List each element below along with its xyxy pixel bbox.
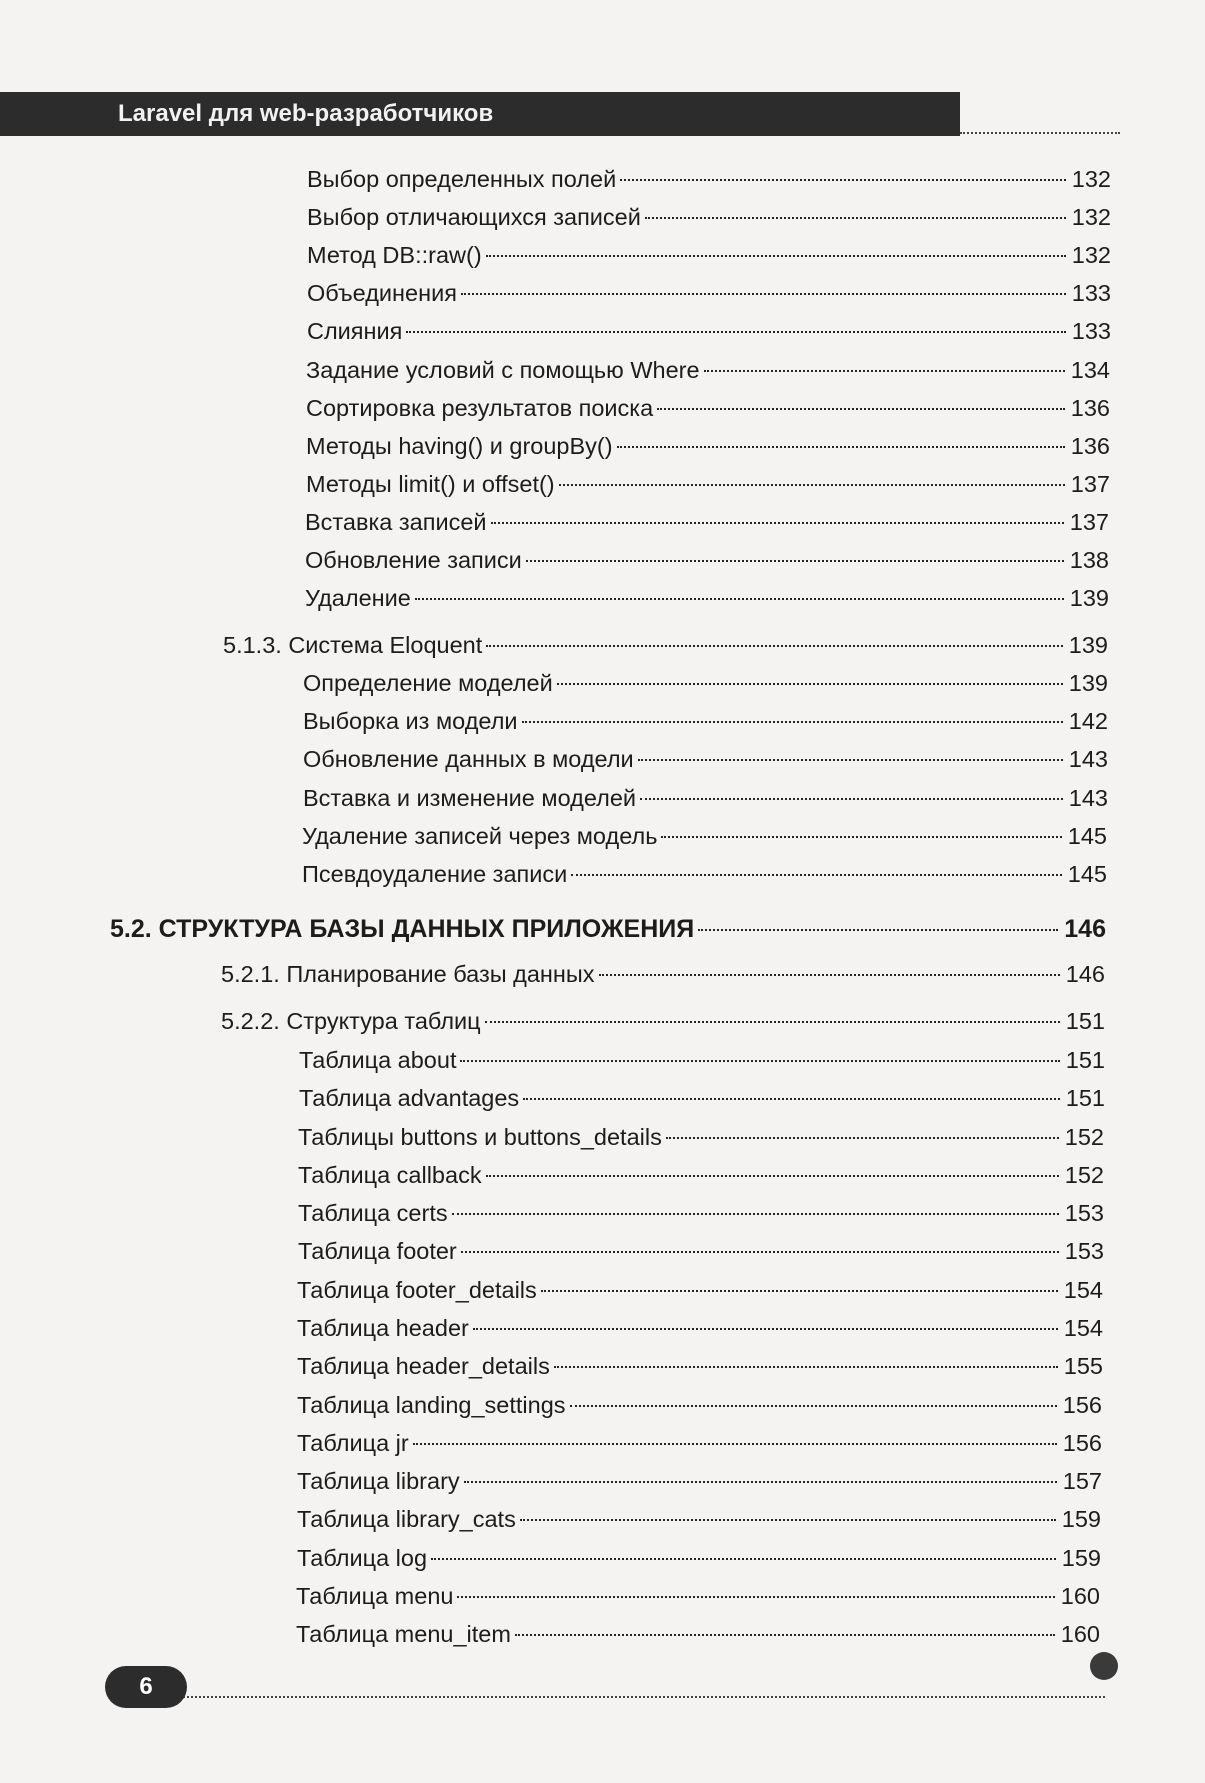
toc-entry-title: Методы having() и groupBy() xyxy=(306,433,613,459)
toc-entry-page: 146 xyxy=(1064,915,1106,943)
toc-entry-page: 151 xyxy=(1065,1008,1105,1034)
dot-leader xyxy=(473,1328,1058,1330)
dot-leader xyxy=(515,1634,1055,1636)
toc-entry-title: Вставка и изменение моделей xyxy=(303,785,637,811)
toc-entry-title: Таблица certs xyxy=(298,1200,448,1226)
dot-leader xyxy=(485,1021,1060,1023)
toc-entry-page: 151 xyxy=(1065,1085,1105,1111)
dot-leader xyxy=(457,1596,1054,1598)
toc-entry xyxy=(306,468,1110,500)
toc-entry xyxy=(307,315,1111,347)
page-number-badge xyxy=(105,1666,187,1708)
toc-entry-title: 5.2. СТРУКТУРА БАЗЫ ДАННЫХ ПРИЛОЖЕНИЯ xyxy=(110,915,695,943)
dot-leader xyxy=(491,522,1064,524)
dot-leader xyxy=(541,1290,1058,1292)
footer-dotted-rule xyxy=(180,1696,1105,1698)
toc-entry xyxy=(299,1082,1105,1114)
toc-entry xyxy=(296,1618,1100,1650)
dot-leader xyxy=(657,408,1065,410)
toc-entry-title: Таблица footer xyxy=(298,1238,457,1264)
dot-leader xyxy=(526,560,1064,562)
dot-leader xyxy=(599,974,1060,976)
toc-entry xyxy=(303,705,1108,737)
toc-entry xyxy=(305,582,1109,614)
toc-entry-title: Таблица library_cats xyxy=(297,1506,516,1532)
dot-leader xyxy=(486,255,1066,257)
dot-leader xyxy=(640,798,1063,800)
toc-entry xyxy=(307,201,1111,233)
dot-leader xyxy=(617,446,1065,448)
toc-entry-title: Таблица menu xyxy=(296,1583,454,1609)
dot-leader xyxy=(486,1175,1059,1177)
toc-entry xyxy=(297,1312,1103,1344)
toc-entry xyxy=(307,163,1111,195)
dot-leader xyxy=(415,598,1064,600)
toc-entry-page: 145 xyxy=(1067,823,1107,849)
toc-entry-page: 151 xyxy=(1065,1047,1105,1073)
toc-entry xyxy=(297,1542,1101,1574)
dot-leader xyxy=(557,683,1063,685)
dot-leader xyxy=(666,1137,1059,1139)
dot-leader xyxy=(522,721,1063,723)
toc-entry-title: Таблица advantages xyxy=(299,1085,520,1111)
toc-entry-page: 138 xyxy=(1069,547,1109,573)
toc-entry xyxy=(298,1197,1104,1229)
toc-entry xyxy=(302,820,1107,852)
dot-leader xyxy=(698,929,1058,931)
toc-entry-page: 146 xyxy=(1065,961,1105,987)
toc-entry-title: Таблица jr xyxy=(297,1430,409,1456)
toc-entry-page: 136 xyxy=(1070,395,1110,421)
toc-entry-page: 139 xyxy=(1069,585,1109,611)
toc-entry-title: Таблица menu_item xyxy=(296,1621,511,1647)
toc-entry xyxy=(303,782,1108,814)
toc-entry-page: 157 xyxy=(1062,1468,1102,1494)
toc-entry xyxy=(307,277,1111,309)
toc-entry-page: 153 xyxy=(1064,1238,1104,1264)
toc-entry-title: Выбор определенных полей xyxy=(307,166,617,192)
toc-entry-title: Сортировка результатов поиска xyxy=(306,395,654,421)
toc-entry-title: Удаление xyxy=(305,585,411,611)
toc-entry-title: Задание условий с помощью Where xyxy=(306,357,700,383)
toc-entry-title: Таблица footer_details xyxy=(297,1277,537,1303)
toc-entry-title: Методы limit() и offset() xyxy=(306,471,555,497)
toc-entry-title: Удаление записей через модель xyxy=(302,823,658,849)
dot-leader xyxy=(461,293,1066,295)
toc-entry-title: Слияния xyxy=(307,318,403,344)
toc-entry-title: 5.2.2. Структура таблиц xyxy=(221,1008,481,1034)
toc-entry xyxy=(299,1044,1105,1076)
toc-entry xyxy=(297,1465,1102,1497)
dot-leader xyxy=(661,836,1061,838)
toc-entry-title: Псевдоудаление записи xyxy=(302,861,568,887)
toc-entry-title: Обновление данных в модели xyxy=(303,746,634,772)
toc-entry-title: Выбор отличающихся записей xyxy=(307,204,641,230)
toc-entry-section xyxy=(110,913,1106,945)
toc-entry-page: 134 xyxy=(1070,357,1110,383)
toc-entry-title: Метод DB::raw() xyxy=(307,242,482,268)
dot-leader xyxy=(464,1481,1057,1483)
toc-entry-title: Выборка из модели xyxy=(303,708,518,734)
toc-entry xyxy=(296,1580,1100,1612)
dot-leader xyxy=(461,1251,1059,1253)
toc-entry-title: Вставка записей xyxy=(305,509,487,535)
dot-leader xyxy=(523,1098,1060,1100)
dot-leader xyxy=(413,1443,1057,1445)
dot-leader xyxy=(620,179,1066,181)
toc-entry-page: 154 xyxy=(1063,1277,1103,1303)
toc-entry-title: 5.1.3. Система Eloquent xyxy=(223,632,483,658)
book-title: Laravel для web-разработчиков xyxy=(118,100,494,127)
dot-leader xyxy=(452,1213,1059,1215)
toc-entry-page: 143 xyxy=(1068,746,1108,772)
dot-leader xyxy=(554,1366,1058,1368)
toc-entry xyxy=(306,430,1110,462)
toc-entry xyxy=(297,1274,1103,1306)
toc-entry-title: Таблица callback xyxy=(298,1162,482,1188)
toc-entry-page: 132 xyxy=(1071,242,1111,268)
toc-entry xyxy=(298,1159,1104,1191)
toc-entry-title: Определение моделей xyxy=(303,670,553,696)
toc-entry xyxy=(298,1235,1104,1267)
toc-entry xyxy=(306,392,1110,424)
dot-leader xyxy=(571,874,1062,876)
toc-entry-page: 143 xyxy=(1068,785,1108,811)
dot-leader xyxy=(570,1405,1057,1407)
toc-entry-page: 153 xyxy=(1064,1200,1104,1226)
toc-entry-page: 145 xyxy=(1067,861,1107,887)
toc-entry xyxy=(305,544,1109,576)
toc-entry xyxy=(307,239,1111,271)
toc-entry xyxy=(297,1503,1101,1535)
toc-entry-page: 152 xyxy=(1064,1162,1104,1188)
toc-entry-page: 136 xyxy=(1070,433,1110,459)
toc-entry-page: 156 xyxy=(1062,1430,1102,1456)
running-header xyxy=(0,92,960,136)
dot-leader xyxy=(645,217,1066,219)
toc-entry-page: 160 xyxy=(1060,1583,1100,1609)
dot-leader xyxy=(559,484,1065,486)
toc-entry-page: 139 xyxy=(1068,670,1108,696)
toc-entry-page: 156 xyxy=(1062,1392,1102,1418)
dot-leader xyxy=(704,370,1065,372)
toc-entry xyxy=(297,1427,1102,1459)
toc-entry xyxy=(303,743,1108,775)
toc-entry xyxy=(297,1389,1102,1421)
toc-entry-title: Таблицы buttons и buttons_details xyxy=(298,1124,662,1150)
toc-entry-title: Таблица about xyxy=(299,1047,457,1073)
toc-entry xyxy=(305,506,1109,538)
dot-leader xyxy=(638,759,1063,761)
toc-entry-title: Обновление записи xyxy=(305,547,522,573)
toc-entry-subsection xyxy=(223,629,1108,661)
toc-entry-page: 159 xyxy=(1061,1545,1101,1571)
toc-entry-page: 160 xyxy=(1060,1621,1100,1647)
dot-leader xyxy=(406,331,1065,333)
toc-entry-subsection xyxy=(221,958,1105,990)
toc-entry-subsection xyxy=(221,1005,1105,1037)
dot-leader xyxy=(520,1519,1056,1521)
toc-entry xyxy=(306,354,1110,386)
toc-entry-page: 159 xyxy=(1061,1506,1101,1532)
toc-entry-page: 133 xyxy=(1071,280,1111,306)
toc-entry-title: Таблица header_details xyxy=(297,1353,550,1379)
toc-entry xyxy=(303,667,1108,699)
toc-entry-page: 137 xyxy=(1070,471,1110,497)
toc-entry-page: 132 xyxy=(1071,166,1111,192)
dot-leader xyxy=(431,1558,1056,1560)
toc-entry-page: 132 xyxy=(1071,204,1111,230)
toc-entry xyxy=(302,858,1107,890)
toc-entry-title: Таблица header xyxy=(297,1315,469,1341)
toc-entry-page: 154 xyxy=(1063,1315,1103,1341)
toc-entry xyxy=(298,1121,1104,1153)
header-dotted-rule xyxy=(960,132,1120,134)
toc-entry-title: 5.2.1. Планирование базы данных xyxy=(221,961,595,987)
toc-entry-title: Объединения xyxy=(307,280,457,306)
toc-entry-title: Таблица library xyxy=(297,1468,460,1494)
toc-entry-page: 142 xyxy=(1068,708,1108,734)
dot-leader xyxy=(460,1060,1059,1062)
dot-leader xyxy=(486,645,1063,647)
toc-entry-page: 152 xyxy=(1064,1124,1104,1150)
toc-entry-title: Таблица log xyxy=(297,1545,428,1571)
toc-entry-page: 137 xyxy=(1069,509,1109,535)
toc-entry-title: Таблица landing_settings xyxy=(297,1392,566,1418)
edge-marker-icon xyxy=(1090,1652,1118,1680)
page-number: 6 xyxy=(139,1673,153,1700)
toc-entry-page: 139 xyxy=(1068,632,1108,658)
toc-entry xyxy=(297,1350,1103,1382)
toc-entry-page: 133 xyxy=(1071,318,1111,344)
toc-entry-page: 155 xyxy=(1063,1353,1103,1379)
